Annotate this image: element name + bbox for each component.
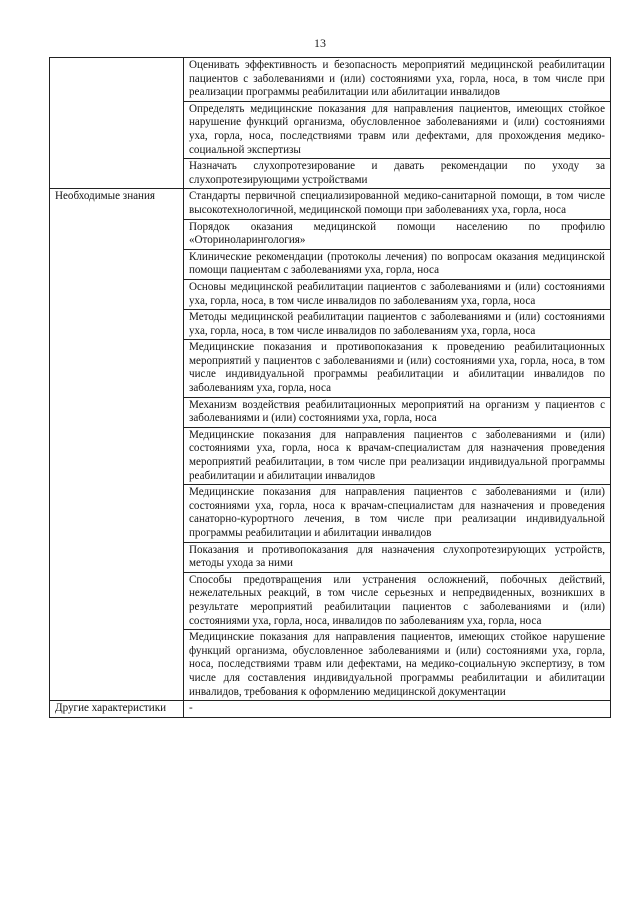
- section-label: [50, 58, 184, 189]
- table-row: [50, 189, 611, 219]
- requirement-item: Медицинские показания для направления пациентов с заболеваниями и (или) состояниями уха, горла, носа к врачам-специалистам для назначения и проведения санаторно-курортного лечения, в том числе при реализации индивидуальной программы реабилитации и абилитации инвалидов: [184, 485, 611, 542]
- requirement-item: Клинические рекомендации (протоколы лечения) по вопросам оказания медицинской помощи пациентам с заболеваниями уха, горла, носа: [184, 249, 611, 279]
- requirement-item: Механизм воздействия реабилитационных мероприятий на организм у пациентов с заболеваниями и (или) состояниями уха, горла, носа: [184, 397, 611, 427]
- requirement-item: Медицинские показания для направления пациентов с заболеваниями и (или) состояниями уха, горла, носа к врачам-специалистам для назначения проведения мероприятий реабилитации, в том числе при реализации индивидуальной программы реабилитации и абилитации инвалидов: [184, 427, 611, 484]
- requirement-item: Порядок оказания медицинской помощи населению по профилю «Оториноларингология»: [184, 219, 611, 249]
- requirement-item: Методы медицинской реабилитации пациентов с заболеваниями и (или) состояниями уха, горла, носа, в том числе инвалидов по заболеваниям уха, горла, носа: [184, 310, 611, 340]
- table-row: [50, 701, 611, 718]
- requirement-item: Медицинские показания и противопоказания к проведению реабилитационных мероприятий у пациентов с заболеваниями и (или) состояниями уха, горла, носа, в том числе индивидуальной программы реабилитации и абилитации инвалидов по заболеваниям уха, горла, носа: [184, 340, 611, 397]
- section-label: Другие характеристики: [50, 701, 184, 718]
- requirement-item: Показания и противопоказания для назначения слухопротезирующих устройств, методы ухода за ними: [184, 542, 611, 572]
- requirement-item: Назначать слухопротезирование и давать рекомендации по уходу за слухопротезирующими устройствами: [184, 159, 611, 189]
- table-row: [50, 58, 611, 102]
- table-body: [50, 58, 611, 718]
- competency-table: [49, 57, 611, 718]
- section-label: Необходимые знания: [50, 189, 184, 701]
- requirement-item: Стандарты первичной специализированной медико-санитарной помощи, в том числе высокотехнологичной, медицинской помощи при заболеваниях уха, горла, носа: [184, 189, 611, 219]
- requirement-item: Основы медицинской реабилитации пациентов с заболеваниями и (или) состояниями уха, горла, носа, в том числе инвалидов по заболеваниям уха, горла, носа: [184, 279, 611, 309]
- requirement-item: Способы предотвращения или устранения осложнений, побочных действий, нежелательных реакций, в том числе серьезных и непредвиденных, возникших в результате мероприятий реабилитации пациентов с заболеваниями и (или) состояниями уха, горла, носа, инвалидов по заболеваниям уха, горла, носа: [184, 572, 611, 629]
- requirement-item: Определять медицинские показания для направления пациентов, имеющих стойкое нарушение функций организма, обусловленное заболеваниями и (или) состояниями уха, горла, носа, последствиями травм или дефектами, для прохождения медико-социальной экспертизы: [184, 101, 611, 158]
- requirement-item: Медицинские показания для направления пациентов, имеющих стойкое нарушение функций организма, обусловленное заболеваниями и (или) состояниями уха, горла, носа, последствиями травм или дефектами, на медико-социальную экспертизу, в том числе для составления индивидуальной программы реабилитации и абилитации инвалидов, требования к оформлению медицинской документации: [184, 630, 611, 701]
- requirement-item: -: [184, 701, 611, 718]
- requirement-item: Оценивать эффективность и безопасность мероприятий медицинской реабилитации пациентов с заболеваниями и (или) состояниями уха, горла, носа, в том числе при реализации программы реабилитации или абилитации инвалидов: [184, 58, 611, 102]
- page-number: 13: [314, 36, 326, 50]
